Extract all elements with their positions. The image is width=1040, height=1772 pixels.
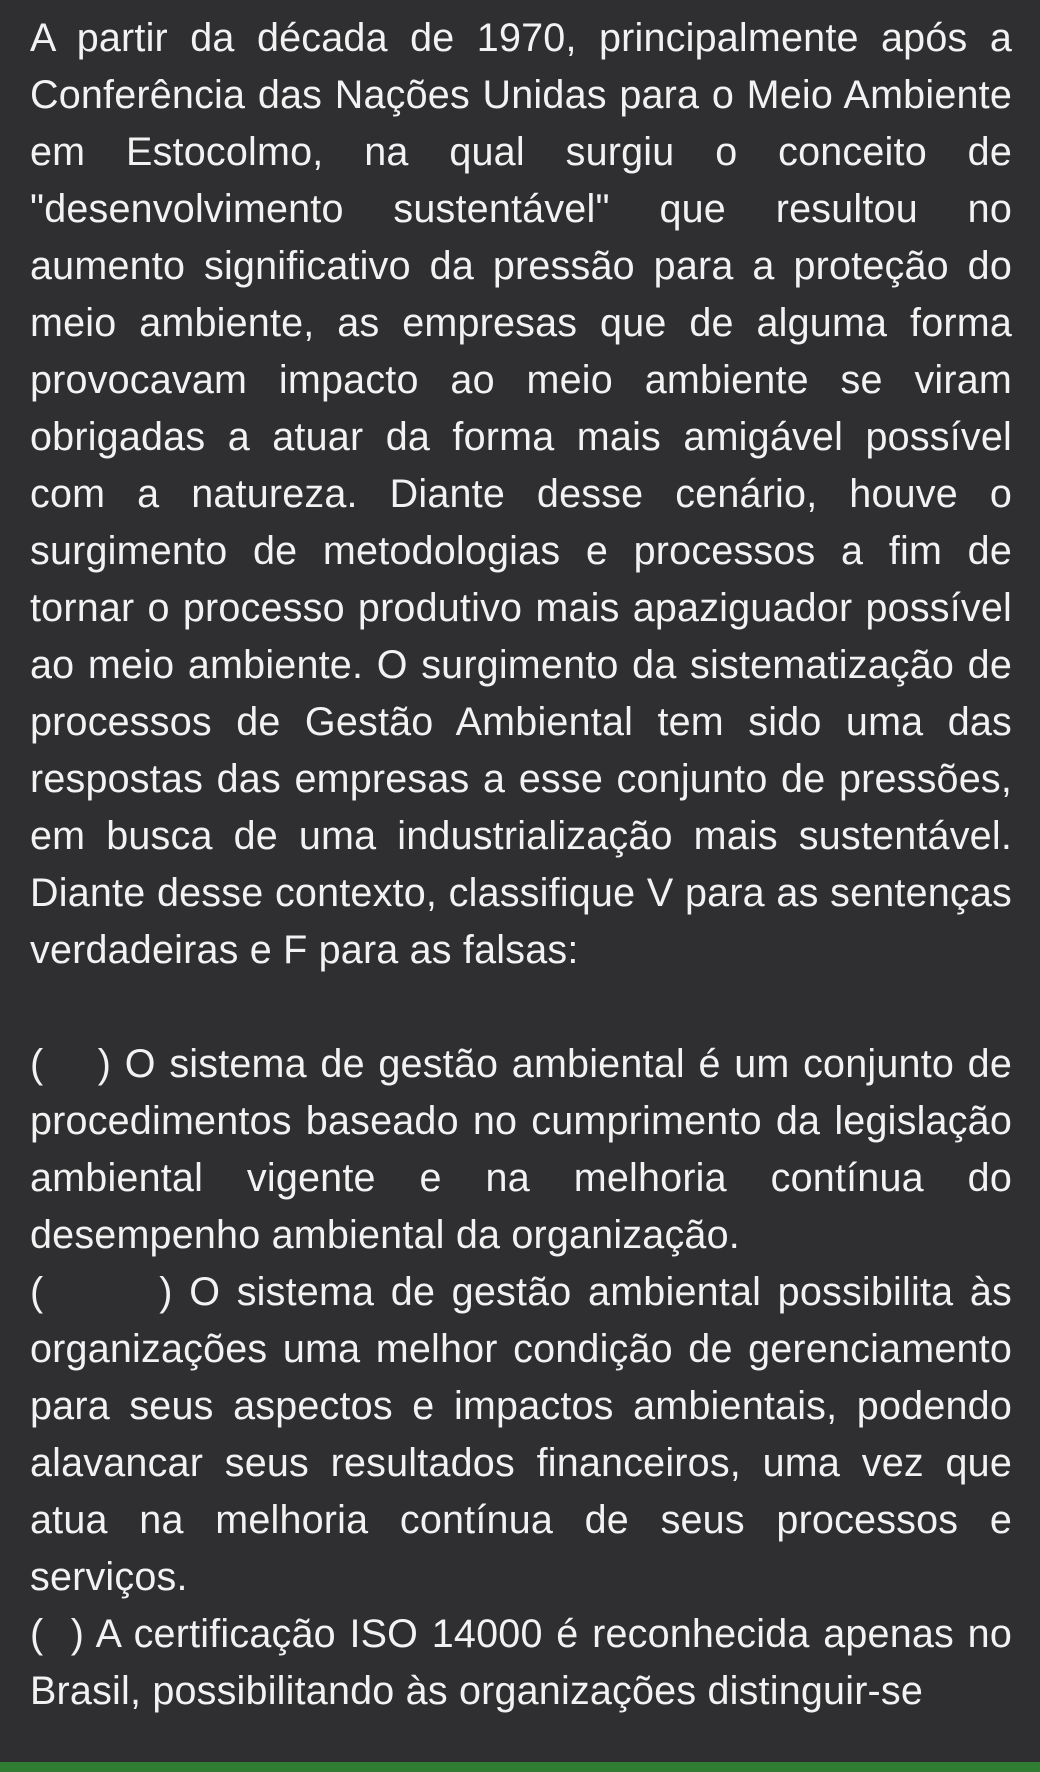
option-item-3: [30, 1606, 1012, 1720]
option-checkbox-2[interactable]: ( ): [30, 1270, 173, 1314]
intro-paragraph: A partir da década de 1970, principalmente após a Conferência das Nações Unidas para o Meio Ambiente em Estocolmo, na qual surgiu o conceito de "desenvolvimento sustentável" que resultou no aumento significativo da pressão para a proteção do meio ambiente, as empresas que de alguma forma provocavam impacto ao meio ambiente se viram obrigadas a atuar da forma mais amigável possível com a natureza. Diante desse cenário, houve o surgimento de metodologias e processos a fim de tornar o processo produtivo mais apaziguador possível ao meio ambiente. O surgimento da sistematização de processos de Gestão Ambiental tem sido uma das respostas das empresas a esse conjunto de pressões, em busca de uma industrialização mais sustentável. Diante desse contexto, classifique V para as sentenças verdadeiras e F para as falsas:: [30, 16, 1012, 972]
option-checkbox-1[interactable]: ( ): [30, 1042, 112, 1086]
option-text-3: A certificação ISO 14000 é reconhecida apenas no Brasil, possibilitando às organizações distinguir-se: [30, 1612, 1012, 1713]
option-text-2: O sistema de gestão ambiental possibilita às organizações uma melhor condição de gerenciamento para seus aspectos e impactos ambientais, podendo alavancar seus resultados financeiros, uma vez que atua na melhoria contínua de seus processos e serviços.: [30, 1270, 1012, 1599]
document-body: [30, 10, 1012, 1720]
bottom-accent-bar: [0, 1762, 1040, 1772]
option-item-1: [30, 1036, 1012, 1264]
option-text-1: O sistema de gestão ambiental é um conjunto de procedimentos baseado no cumprimento da legislação ambiental vigente e na melhoria contínua do desempenho ambiental da organização.: [30, 1042, 1012, 1257]
option-checkbox-3[interactable]: ( ): [30, 1612, 85, 1656]
option-item-2: [30, 1264, 1012, 1606]
